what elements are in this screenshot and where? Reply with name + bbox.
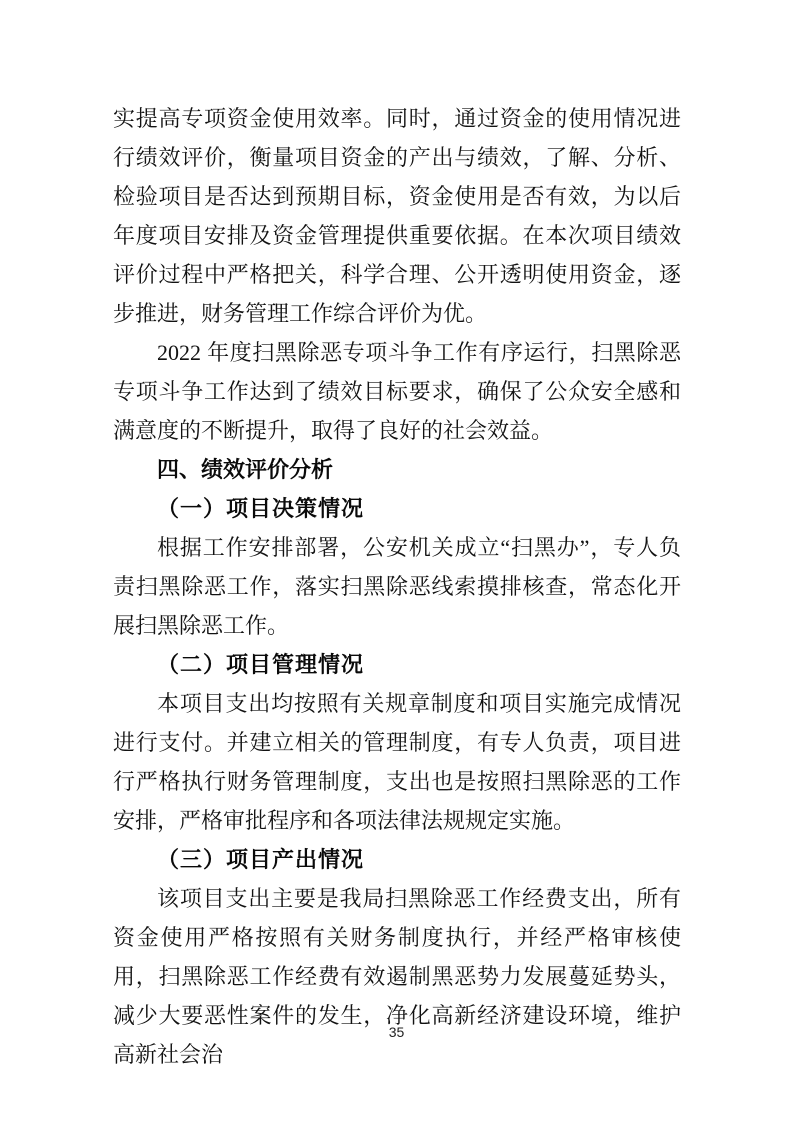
paragraph-project-output-detail: 该项目支出主要是我局扫黑除恶工作经费支出，所有资金使用严格按照有关财务制度执行，并经严格审核使用，扫黑除恶工作经费有效遏制黑恶势力发展蔓延势头，减少大要恶性案件的发生，净化高新经济建设环境，维护高新社会治 — [113, 886, 681, 1067]
page-body — [113, 99, 681, 1074]
section-heading-performance-evaluation-analysis: 四、绩效评价分析 — [157, 457, 334, 482]
page-number: 35 — [388, 1024, 405, 1040]
paragraph-project-decision-detail: 根据工作安排部署，公安机关成立“扫黑办”，专人负责扫黑除恶工作，落实扫黑除恶线索摸排核查，常态化开展扫黑除恶工作。 — [113, 535, 681, 638]
paragraph-project-management-detail: 本项目支出均按照有关规章制度和项目实施完成情况进行支付。并建立相关的管理制度，有专人负责，项目进行严格执行财务管理制度，支出也是按照扫黑除恶的工作安排，严格审批程序和各项法律法规规定实施。 — [113, 691, 681, 833]
paragraph-2022-campaign-results: 2022 年度扫黑除恶专项斗争工作有序运行，扫黑除恶专项斗争工作达到了绩效目标要求，确保了公众安全感和满意度的不断提升，取得了良好的社会效益。 — [113, 340, 681, 443]
paragraph-fund-efficiency-continued: 实提高专项资金使用效率。同时，通过资金的使用情况进行绩效评价，衡量项目资金的产出与绩效，了解、分析、检验项目是否达到预期目标，资金使用是否有效，为以后年度项目安排及资金管理提供重要依据。在本次项目绩效评价过程中严格把关，科学合理、公开透明使用资金，逐步推进，财务管理工作综合评价为优。 — [113, 106, 681, 326]
subsection-heading-project-output: （三）项目产出情况 — [157, 847, 365, 872]
subsection-heading-project-decision: （一）项目决策情况 — [157, 496, 365, 521]
subsection-heading-project-management: （二）项目管理情况 — [157, 652, 365, 677]
